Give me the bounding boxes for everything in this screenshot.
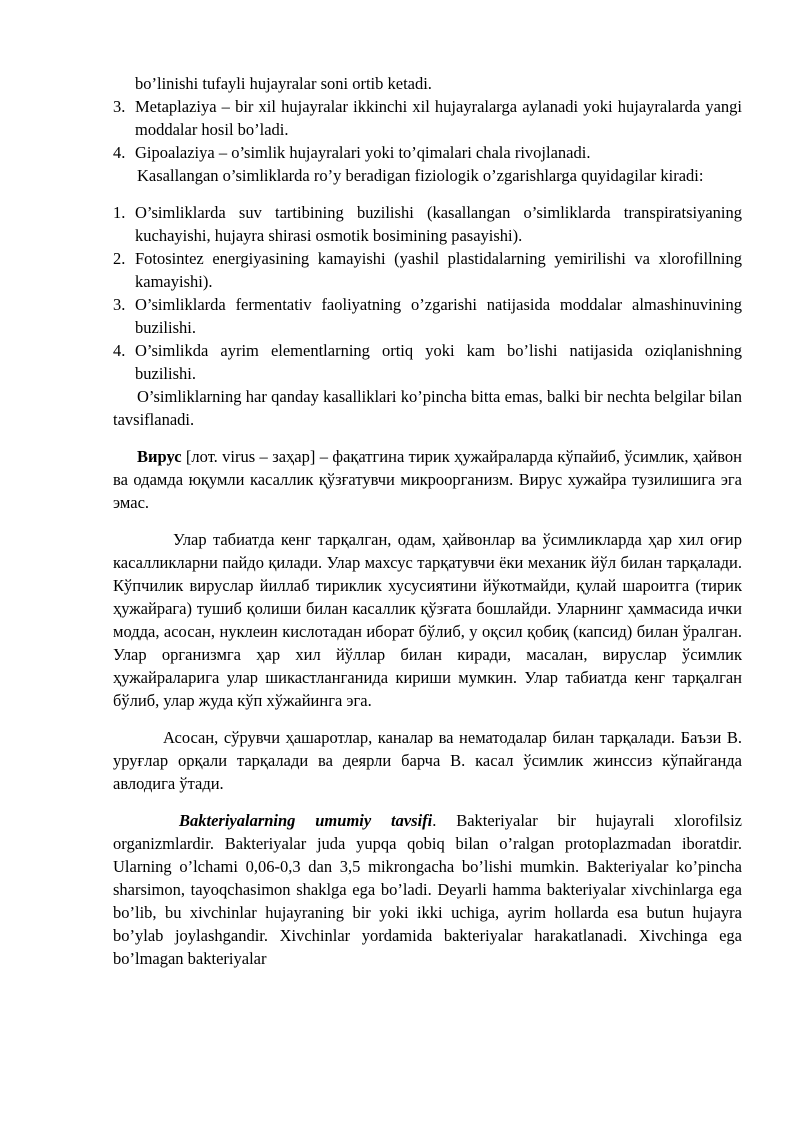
paragraph-virus-transmission: Асосан, сўрувчи ҳашаротлар, каналар ва нематодалар билан тарқалади. Баъзи В. уруғлар орқали тарқалади ва деярли барча В. касал ўсимлик жинссиз кўпайганда авлодига ўтади.	[113, 728, 742, 793]
spacer	[113, 795, 742, 809]
list-text: Metaplaziya – bir xil hujayralar ikkinchi xil hujayralarga aylanadi yoki hujayralarda yangi moddalar hosil bo’ladi.	[135, 97, 742, 139]
list-text: Gipoalaziya – o’simlik hujayralari yoki to’qimalari chala rivojlanadi.	[135, 143, 591, 162]
list-number: 3.	[113, 295, 126, 314]
list-text: Fotosintez energiyasining kamayishi (yashil plastidalarning yemirilishi va xlorofillning kamayishi).	[135, 249, 742, 291]
spacer	[113, 514, 742, 528]
spacer	[113, 187, 742, 201]
bacteria-heading: Bakteriyalarning umumiy tavsifi	[179, 811, 433, 830]
list-item	[113, 95, 742, 141]
paragraph-virus-spread: Улар табиатда кенг тарқалган, одам, ҳайвонлар ва ўсимликларда ҳар хил оғир касалликларни пайдо қилади. Улар махсус тарқатувчи ёки механик йўл билан тарқалади. Кўпчилик вируслар йиллаб тириклик хусусиятини йўкотмайди, қулай шароитга (тирик ҳужайрага) тушиб қолиши билан касаллик қўзғата бошлайди. Уларнинг ҳаммасида ички модда, асосан, нуклеин кислотадан иборат бўлиб, у оқсил қобиқ (капсид) билан ўралган. Улар организмга ҳар хил йўллар билан киради, масалан, вируслар ўсимлик ҳужайраларига улар шикастланганида кириши мумкин. Улар табиатда кенг тарқалган бўлиб, улар жуда кўп хўжайинга эга.	[113, 530, 742, 710]
document-page	[113, 72, 742, 970]
list-number: 4.	[113, 143, 126, 162]
list-text: O’simliklarda fermentativ faoliyatning o’zgarishi natijasida moddalar almashinuvining buzilishi.	[135, 295, 742, 337]
spacer	[113, 431, 742, 445]
list-item	[113, 201, 742, 247]
paragraph-bacteria	[113, 809, 742, 970]
list-item	[113, 339, 742, 385]
list-text: O’simlikda ayrim elementlarning ortiq yoki kam bo’lishi natijasida oziqlanishning buzilishi.	[135, 341, 742, 383]
spacer	[113, 712, 742, 726]
list-number: 4.	[113, 341, 126, 360]
virus-definition-text: [лот. virus – заҳар] – фақатгина тирик ҳужайраларда кўпайиб, ўсимлик, ҳайвон ва одамда юқумли касаллик қўзғатувчи микроорганизм. Вирус хужайра тузилишига эга эмас.	[113, 447, 742, 512]
paragraph-physiological-changes: Kasallangan o’simliklarda ro’y beradigan fiziologik o’zgarishlarga quyidagilar kiradi:	[137, 166, 704, 185]
list-text: O’simliklarda suv tartibining buzilishi (kasallangan o’simliklarda transpiratsiyaning kuchayishi, hujayra shirasi osmotik bosimining pasayishi).	[135, 203, 742, 245]
list-item	[113, 247, 742, 293]
paragraph-virus-definition	[113, 445, 742, 514]
intro-line: bo’linishi tufayli hujayralar soni ortib ketadi.	[135, 74, 432, 93]
list-number: 2.	[113, 249, 126, 268]
bacteria-text: . Bakteriyalar bir hujayrali xlorofilsiz organizmlardir. Bakteriyalar juda yupqa qobiq bilan o’ralgan protoplazmadan iboratdir. Ularning o’lchami 0,06-0,3 dan 3,5 mikrongacha bo’lishi mumkin. Bakteriyalar ko’pincha sharsimon, tayoqchasimon shaklga ega bo’ladi. Deyarli hamma bakteriyalar xivchinlarga ega bo’lib, bu xivchinlar hujayraning bir yoki ikki uchiga, ayrim hollarda esa butun hujayra bo’ylab joylashgandir. Xivchinlar yordamida bakteriyalar harakatlanadi. Xivchinga ega bo’lmagan bakteriyalar	[113, 811, 742, 968]
virus-term: Вирус	[137, 447, 182, 466]
list-number: 1.	[113, 203, 126, 222]
list-item	[113, 293, 742, 339]
list-number: 3.	[113, 97, 126, 116]
list-item	[113, 141, 742, 164]
paragraph-signs: O’simliklarning har qanday kasalliklari ko’pincha bitta emas, balki bir nechta belgilar bilan tavsiflanadi.	[113, 387, 742, 429]
